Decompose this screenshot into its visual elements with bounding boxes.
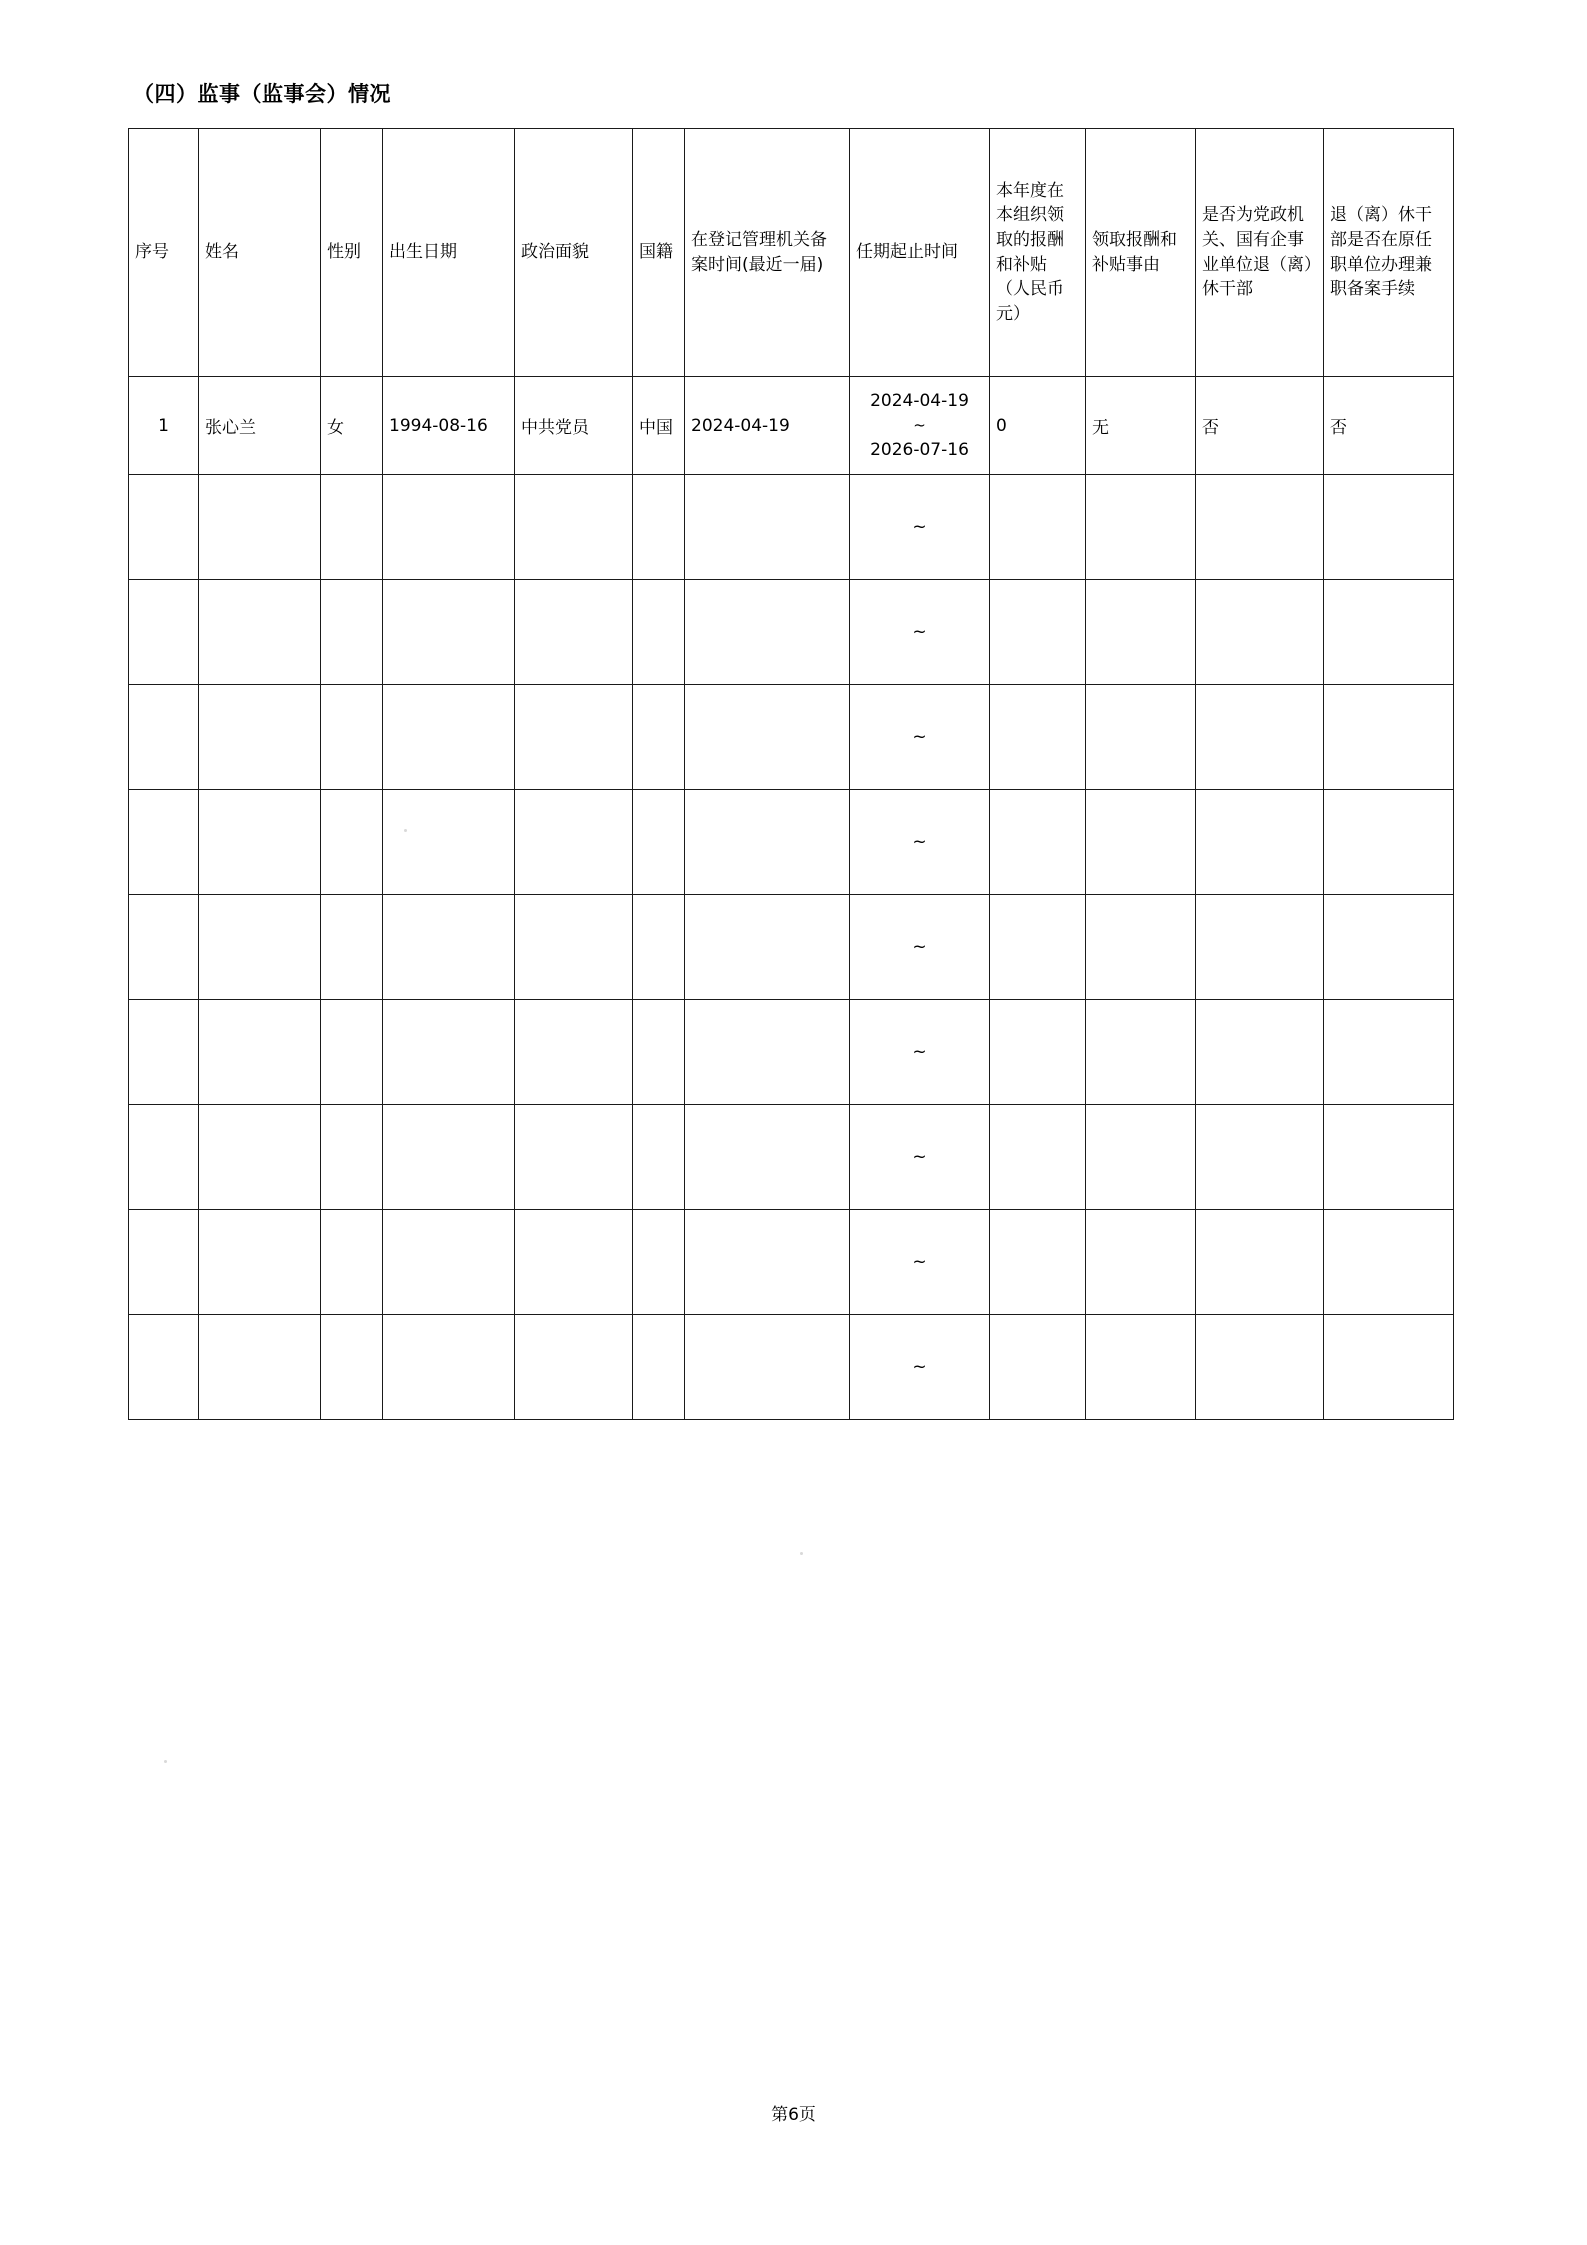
cell-retired-cadre [1196, 685, 1324, 790]
cell-retired-cadre [1196, 1000, 1324, 1105]
cell-name [199, 895, 321, 1000]
cell-index: 1 [129, 377, 199, 475]
cell-gender [321, 1105, 383, 1210]
table-row [129, 1315, 1454, 1420]
cell-nationality [633, 895, 685, 1000]
cell-remuneration-reason [1086, 475, 1196, 580]
column-header-gender: 性别 [321, 129, 383, 377]
table-body [129, 377, 1454, 1420]
cell-filing-time [685, 1210, 850, 1315]
cell-birth-date [383, 475, 515, 580]
cell-remuneration-reason [1086, 685, 1196, 790]
cell-remuneration [990, 1105, 1086, 1210]
cell-term: ~ [850, 1315, 990, 1420]
cell-remuneration-reason [1086, 1105, 1196, 1210]
cell-remuneration [990, 475, 1086, 580]
cell-filing-time [685, 1315, 850, 1420]
cell-nationality [633, 1105, 685, 1210]
table-row [129, 580, 1454, 685]
column-header-remuneration: 本年度在本组织领取的报酬和补贴（人民币元） [990, 129, 1086, 377]
column-header-political-status: 政治面貌 [515, 129, 633, 377]
cell-index [129, 1210, 199, 1315]
cell-birth-date [383, 1000, 515, 1105]
cell-concurrent-post-filing [1324, 685, 1454, 790]
cell-index [129, 475, 199, 580]
cell-nationality [633, 790, 685, 895]
cell-gender [321, 895, 383, 1000]
cell-name [199, 1210, 321, 1315]
cell-concurrent-post-filing: 否 [1324, 377, 1454, 475]
column-header-nationality: 国籍 [633, 129, 685, 377]
cell-nationality [633, 475, 685, 580]
table-row [129, 895, 1454, 1000]
cell-concurrent-post-filing [1324, 580, 1454, 685]
table-row [129, 377, 1454, 475]
column-header-birth-date: 出生日期 [383, 129, 515, 377]
cell-political-status [515, 790, 633, 895]
cell-index [129, 1000, 199, 1105]
cell-remuneration [990, 580, 1086, 685]
cell-name [199, 1315, 321, 1420]
column-header-filing-time: 在登记管理机关备案时间(最近一届) [685, 129, 850, 377]
table-header-row [129, 129, 1454, 377]
cell-political-status [515, 580, 633, 685]
cell-concurrent-post-filing [1324, 1105, 1454, 1210]
cell-birth-date [383, 580, 515, 685]
cell-index [129, 580, 199, 685]
cell-political-status [515, 895, 633, 1000]
cell-filing-time [685, 580, 850, 685]
cell-term [850, 377, 990, 475]
supervisors-table-container [128, 128, 1453, 1420]
cell-gender: 女 [321, 377, 383, 475]
table-row [129, 475, 1454, 580]
cell-retired-cadre [1196, 475, 1324, 580]
cell-political-status [515, 1105, 633, 1210]
cell-gender [321, 1210, 383, 1315]
cell-retired-cadre [1196, 895, 1324, 1000]
cell-filing-time [685, 1000, 850, 1105]
cell-name: 张心兰 [199, 377, 321, 475]
cell-political-status: 中共党员 [515, 377, 633, 475]
cell-remuneration-reason [1086, 580, 1196, 685]
supervisors-table [128, 128, 1454, 1420]
cell-index [129, 790, 199, 895]
cell-filing-time [685, 790, 850, 895]
term-separator: ~ [913, 415, 926, 434]
column-header-retired-cadre: 是否为党政机关、国有企事业单位退（离）休干部 [1196, 129, 1324, 377]
table-row [129, 1000, 1454, 1105]
scan-speck [800, 1552, 803, 1555]
cell-nationality [633, 1315, 685, 1420]
cell-remuneration [990, 1315, 1086, 1420]
cell-retired-cadre [1196, 580, 1324, 685]
cell-name [199, 1000, 321, 1105]
table-row [129, 685, 1454, 790]
cell-remuneration [990, 685, 1086, 790]
cell-political-status [515, 685, 633, 790]
cell-remuneration-reason [1086, 1210, 1196, 1315]
cell-term: ~ [850, 1105, 990, 1210]
cell-nationality [633, 1000, 685, 1105]
cell-name [199, 685, 321, 790]
cell-remuneration-reason [1086, 895, 1196, 1000]
cell-index [129, 685, 199, 790]
cell-name [199, 790, 321, 895]
cell-filing-time: 2024-04-19 [685, 377, 850, 475]
cell-birth-date [383, 790, 515, 895]
cell-retired-cadre: 否 [1196, 377, 1324, 475]
cell-index [129, 895, 199, 1000]
cell-filing-time [685, 685, 850, 790]
cell-birth-date [383, 895, 515, 1000]
cell-name [199, 1105, 321, 1210]
scan-speck [404, 829, 407, 832]
cell-birth-date [383, 1315, 515, 1420]
column-header-name: 姓名 [199, 129, 321, 377]
column-header-remuneration-reason: 领取报酬和补贴事由 [1086, 129, 1196, 377]
cell-retired-cadre [1196, 790, 1324, 895]
cell-birth-date [383, 685, 515, 790]
cell-political-status [515, 1210, 633, 1315]
table-row [129, 790, 1454, 895]
cell-term: ~ [850, 685, 990, 790]
term-end: 2026-07-16 [870, 440, 969, 461]
cell-political-status [515, 1315, 633, 1420]
cell-political-status [515, 475, 633, 580]
cell-term: ~ [850, 790, 990, 895]
cell-concurrent-post-filing [1324, 790, 1454, 895]
cell-concurrent-post-filing [1324, 1315, 1454, 1420]
cell-political-status [515, 1000, 633, 1105]
cell-filing-time [685, 895, 850, 1000]
table-header [129, 129, 1454, 377]
column-header-concurrent-post-filing: 退（离）休干部是否在原任职单位办理兼职备案手续 [1324, 129, 1454, 377]
cell-remuneration [990, 1000, 1086, 1105]
column-header-index: 序号 [129, 129, 199, 377]
cell-remuneration-reason [1086, 1315, 1196, 1420]
cell-concurrent-post-filing [1324, 1210, 1454, 1315]
cell-remuneration-reason [1086, 790, 1196, 895]
cell-gender [321, 475, 383, 580]
cell-nationality [633, 580, 685, 685]
cell-nationality: 中国 [633, 377, 685, 475]
cell-remuneration-reason: 无 [1086, 377, 1196, 475]
cell-term: ~ [850, 580, 990, 685]
table-row [129, 1210, 1454, 1315]
cell-gender [321, 1315, 383, 1420]
scan-speck [164, 1760, 167, 1763]
cell-filing-time [685, 1105, 850, 1210]
cell-birth-date [383, 1105, 515, 1210]
term-start: 2024-04-19 [870, 390, 969, 411]
cell-remuneration [990, 895, 1086, 1000]
page-number: 第6页 [771, 2105, 816, 2125]
page-title: （四）监事（监事会）情况 [133, 82, 391, 106]
cell-name [199, 475, 321, 580]
cell-nationality [633, 1210, 685, 1315]
cell-index [129, 1315, 199, 1420]
cell-retired-cadre [1196, 1315, 1324, 1420]
cell-remuneration: 0 [990, 377, 1086, 475]
cell-term: ~ [850, 895, 990, 1000]
cell-birth-date [383, 1210, 515, 1315]
cell-birth-date: 1994-08-16 [383, 377, 515, 475]
cell-remuneration-reason [1086, 1000, 1196, 1105]
cell-concurrent-post-filing [1324, 895, 1454, 1000]
cell-remuneration [990, 790, 1086, 895]
cell-term: ~ [850, 1210, 990, 1315]
cell-filing-time [685, 475, 850, 580]
cell-term: ~ [850, 1000, 990, 1105]
cell-index [129, 1105, 199, 1210]
table-row [129, 1105, 1454, 1210]
cell-gender [321, 790, 383, 895]
cell-concurrent-post-filing [1324, 1000, 1454, 1105]
cell-remuneration [990, 1210, 1086, 1315]
column-header-term: 任期起止时间 [850, 129, 990, 377]
cell-gender [321, 685, 383, 790]
cell-gender [321, 580, 383, 685]
cell-retired-cadre [1196, 1210, 1324, 1315]
cell-name [199, 580, 321, 685]
cell-concurrent-post-filing [1324, 475, 1454, 580]
cell-gender [321, 1000, 383, 1105]
cell-term: ~ [850, 475, 990, 580]
cell-nationality [633, 685, 685, 790]
cell-retired-cadre [1196, 1105, 1324, 1210]
